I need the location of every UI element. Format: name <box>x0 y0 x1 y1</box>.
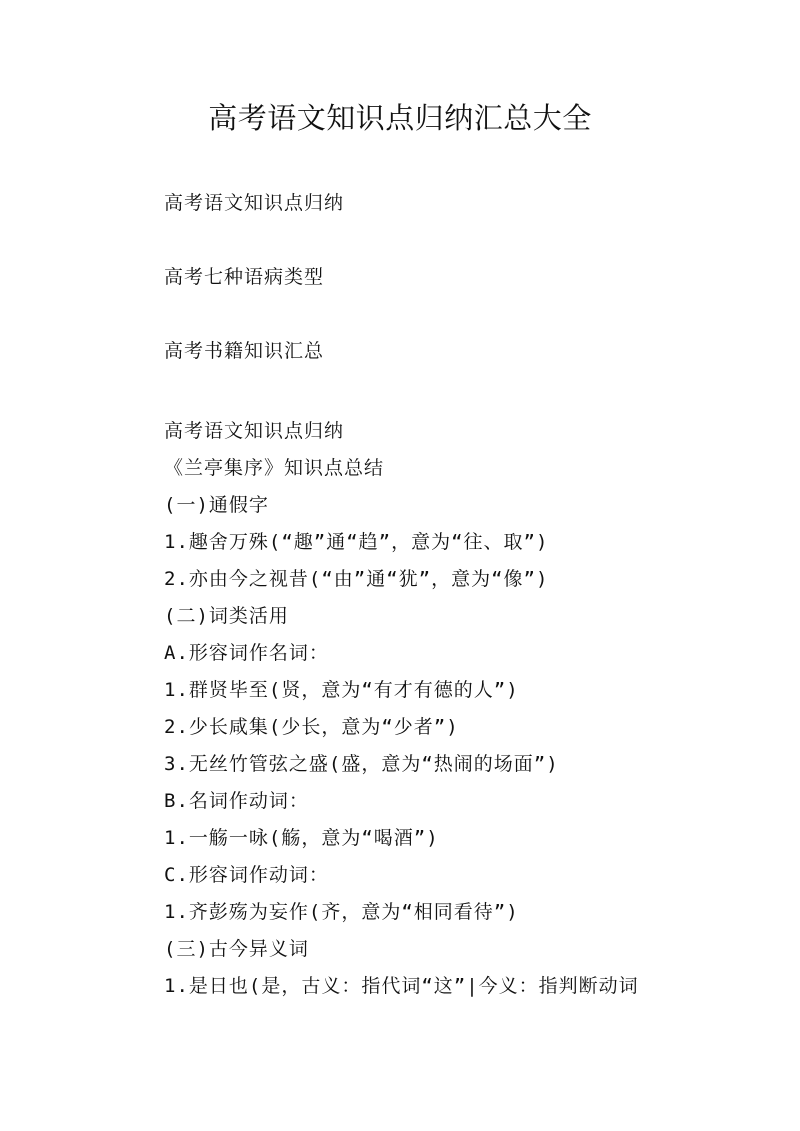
text-line: A.形容词作名词： <box>164 642 329 664</box>
text-line: 1.是日也(是，古义：指代词“这”|今义：指判断动词 <box>164 975 639 997</box>
text-line: 3.无丝竹管弦之盛(盛，意为“热闹的场面”) <box>164 753 559 775</box>
page-title: 高考语文知识点归纳汇总大全 <box>208 101 592 135</box>
category-heading: (三)古今异义词 <box>164 938 309 960</box>
subsection-heading: 《兰亭集序》知识点总结 <box>164 457 385 479</box>
text-line: 1.一觞一咏(觞，意为“喝酒”) <box>164 827 439 849</box>
text-line: B.名词作动词： <box>164 790 309 812</box>
text-line: 2.少长咸集(少长，意为“少者”) <box>164 716 459 738</box>
category-heading: (一)通假字 <box>164 494 269 516</box>
text-line: 1.齐彭殇为妄作(齐，意为“相同看待”) <box>164 901 519 923</box>
toc-item: 高考书籍知识汇总 <box>164 340 325 362</box>
toc-item: 高考七种语病类型 <box>164 266 325 288</box>
text-line: 2.亦由今之视昔(“由”通“犹”，意为“像”) <box>164 568 549 590</box>
text-line: 1.趣舍万殊(“趣”通“趋”，意为“往、取”) <box>164 531 549 553</box>
section-heading: 高考语文知识点归纳 <box>164 420 345 442</box>
text-line: C.形容词作动词： <box>164 864 329 886</box>
text-line: 1.群贤毕至(贤，意为“有才有德的人”) <box>164 679 519 701</box>
category-heading: (二)词类活用 <box>164 605 289 627</box>
table-of-contents <box>164 188 344 410</box>
document-body <box>164 413 764 1005</box>
toc-item: 高考语文知识点归纳 <box>164 192 345 214</box>
